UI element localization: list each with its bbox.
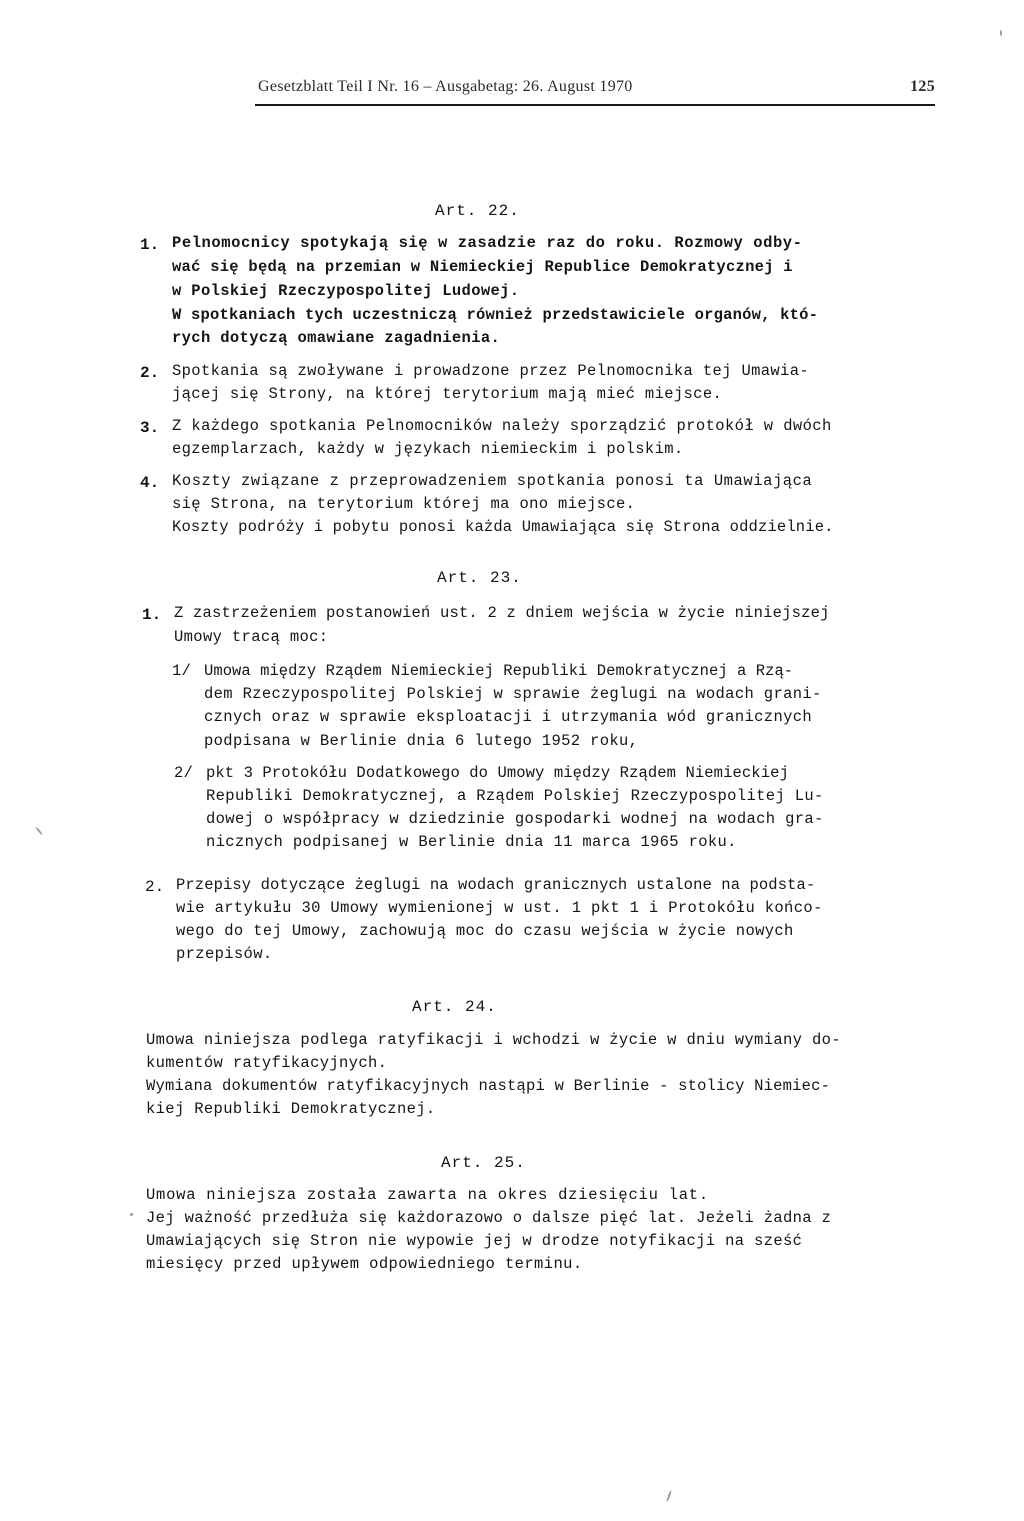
art-25-line: Umowa niniejsza została zawarta na okres dziesięciu lat. bbox=[146, 1186, 709, 1204]
art-24-line: kumentów ratyfikacyjnych. bbox=[146, 1054, 388, 1072]
art-23-item-1-number: 1. bbox=[142, 606, 162, 624]
header-rule bbox=[255, 104, 935, 106]
art-23-subitem-2-line: dowej o współpracy w dziedzinie gospodarki wodnej na wodach gra- bbox=[206, 810, 824, 828]
art-22-item-1-line: w Polskiej Rzeczypospolitej Ludowej. bbox=[172, 282, 520, 300]
art-22-item-3-number: 3. bbox=[140, 419, 160, 437]
art-22-item-2-line: Spotkania są zwoływane i prowadzone przez Pelnomocnika tej Umawia- bbox=[172, 362, 809, 380]
art-22-item-1-line: W spotkaniach tych uczestniczą również przedstawiciele organów, któ- bbox=[172, 306, 819, 324]
art-23-subitem-2-line: Republiki Demokratycznej, a Rządem Polskiej Rzeczypospolitej Lu- bbox=[206, 787, 824, 805]
art-23-subitem-2-line: nicznych podpisanej w Berlinie dnia 11 marca 1965 roku. bbox=[206, 833, 737, 851]
art-23-subitem-2-line: pkt 3 Protokółu Dodatkowego do Umowy między Rządem Niemieckiej bbox=[206, 764, 789, 782]
art-23-item-2-line: wie artykułu 30 Umowy wymienionej w ust. 1 pkt 1 i Protokółu końco- bbox=[176, 899, 823, 917]
art-23-subitem-1-line: dem Rzeczypospolitej Polskiej w sprawie żeglugi na wodach grani- bbox=[204, 685, 822, 703]
art-24-line: kiej Republiki Demokratycznej. bbox=[146, 1100, 436, 1118]
art-25-line: Umawiających się Stron nie wypowie jej w drodze notyfikacji na sześć bbox=[146, 1232, 803, 1250]
art-23-subitem-1-line: cznych oraz w sprawie eksploatacji i utrzymania wód granicznych bbox=[204, 708, 813, 726]
art-22-item-4-line: się Strona, na terytorium której ma ono miejsce. bbox=[172, 495, 636, 513]
art-22-item-1-line: rych dotyczą omawiane zagadnienia. bbox=[172, 329, 501, 347]
art-23-item-2-line: przepisów. bbox=[176, 945, 273, 963]
art-22-item-3-line: egzemplarzach, każdy w językach niemieckim i polskim. bbox=[172, 440, 684, 458]
art-22-item-1-line: Pelnomocnicy spotykają się w zasadzie raz do roku. Rozmowy odby- bbox=[172, 234, 803, 252]
running-header bbox=[258, 78, 935, 100]
art-25-line: Jej ważność przedłuża się każdorazowo o dalsze pięć lat. Jeżeli żadna z bbox=[146, 1209, 832, 1227]
art-23-item-2-number: 2. bbox=[145, 878, 165, 896]
art-22-item-4-line: Koszty związane z przeprowadzeniem spotkania ponosi ta Umawiająca bbox=[172, 472, 813, 490]
scan-speck bbox=[35, 827, 43, 836]
art-25-heading: Art. 25. bbox=[441, 1154, 526, 1172]
art-23-heading: Art. 23. bbox=[437, 569, 522, 587]
art-23-item-1-line: Z zastrzeżeniem postanowień ust. 2 z dniem wejścia w życie niniejszej bbox=[174, 604, 830, 622]
art-25-line: miesięcy przed upływem odpowiedniego terminu. bbox=[146, 1255, 583, 1273]
art-23-subitem-2-number: 2/ bbox=[174, 764, 194, 782]
scan-speck bbox=[130, 1213, 133, 1216]
art-24-line: Wymiana dokumentów ratyfikacyjnych nastąpi w Berlinie - stolicy Niemiec- bbox=[146, 1077, 831, 1095]
art-22-item-1-number: 1. bbox=[140, 236, 160, 254]
art-23-subitem-1-line: podpisana w Berlinie dnia 6 lutego 1952 roku, bbox=[204, 732, 639, 750]
art-23-subitem-1-number: 1/ bbox=[172, 662, 192, 680]
art-22-item-2-line: jącej się Strony, na której terytorium mają mieć miejsce. bbox=[172, 385, 723, 403]
art-23-item-2-line: wego do tej Umowy, zachowują moc do czasu wejścia w życie nowych bbox=[176, 922, 794, 940]
art-23-item-2-line: Przepisy dotyczące żeglugi na wodach granicznych ustalone na podsta- bbox=[176, 876, 816, 894]
art-22-item-4-number: 4. bbox=[140, 474, 160, 492]
scan-speck bbox=[1000, 30, 1002, 36]
art-23-subitem-1-line: Umowa między Rządem Niemieckiej Republiki Demokratycznej a Rzą- bbox=[204, 662, 794, 680]
art-22-item-4-line: Koszty podróży i pobytu ponosi każda Umawiająca się Strona oddzielnie. bbox=[172, 518, 834, 536]
art-22-item-1-line: wać się będą na przemian w Niemieckiej Republice Demokratycznej i bbox=[172, 258, 793, 276]
page-number: 125 bbox=[910, 78, 935, 95]
art-22-heading: Art. 22. bbox=[435, 202, 520, 220]
art-24-line: Umowa niniejsza podlega ratyfikacji i wchodzi w życie w dniu wymiany do- bbox=[146, 1031, 841, 1049]
art-23-item-1-line: Umowy tracą moc: bbox=[174, 628, 329, 646]
running-title: Gesetzblatt Teil I Nr. 16 – Ausgabetag: 26. August 1970 bbox=[258, 78, 633, 95]
scan-speck bbox=[666, 1490, 672, 1502]
art-22-item-3-line: Z każdego spotkania Pelnomocników należy sporządzić protokół w dwóch bbox=[172, 417, 832, 435]
art-22-item-2-number: 2. bbox=[140, 364, 160, 382]
art-24-heading: Art. 24. bbox=[412, 998, 497, 1016]
